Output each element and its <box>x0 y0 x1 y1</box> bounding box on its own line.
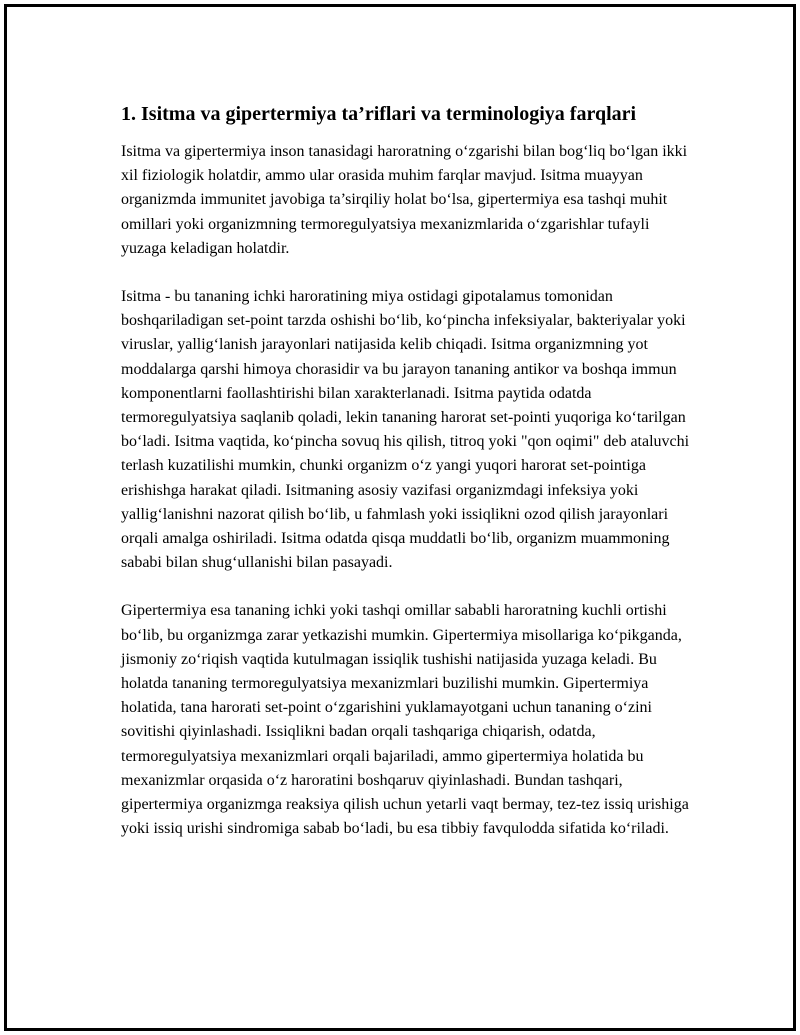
page-frame <box>4 4 796 1031</box>
document-body <box>121 100 693 865</box>
section-title: 1. Isitma va gipertermiya ta’riflari va terminologiya farqlari <box>121 103 637 125</box>
paragraph-intro: Isitma va gipertermiya inson tanasidagi haroratning o‘zgarishi bilan bog‘liq bo‘lgan ikki xil fiziologik holatdir, ammo ular orasida muhim farqlar mavjud. Isitma muayyan organizmda immunitet javobiga ta’sirqiliy holat bo‘lsa, gipertermiya esa tashqi muhit omillari yoki organizmning termoregulyatsiya mexanizmlarida o‘zgarishlar tufayli yuzaga keladigan holatdir. <box>121 143 688 257</box>
paragraph-hyperthermia: Gipertermiya esa tananing ichki yoki tashqi omillar sababli haroratning kuchli ortishi bo‘lib, bu organizmga zarar yetkazishi mumkin. Gipertermiya misollariga ko‘pikganda, jismoniy zo‘riqish vaqtida kutulmagan issiqlik tushishi natijasida yuzaga keladi. Bu holatda tananing termoregulyatsiya mexanizmlari buzilishi mumkin. Gipertermiya holatida, tana harorati set-point o‘zgarishini yuklamayotgani uchun tananing o‘zini sovitishi qiyinlashadi. Issiqlikni badan orqali tashqariga chiqarish, odatda, termoregulyatsiya mexanizmlari orqali bajariladi, ammo gipertermiya holatida bu mexanizmlar orqasida o‘z haroratini boshqaruv qiyinlashadi. Bundan tashqari, gipertermiya organizmga reaksiya qilish uchun yetarli vaqt bermay, tez-tez issiq urishiga yoki issiq urishi sindromiga sabab bo‘ladi, bu esa tibbiy favqulodda sifatida ko‘riladi. <box>121 602 689 838</box>
paragraph-fever: Isitma - bu tananing ichki haroratining miya ostidagi gipotalamus tomonidan boshqariladigan set-point tarzda oshishi bo‘lib, ko‘pincha infeksiyalar, bakteriyalar yoki viruslar, yallig‘lanish jarayonlari natijasida kelib chiqadi. Isitma organizmning yot moddalarga qarshi himoya chorasidir va bu jarayon tananing antikor va boshqa immun komponentlarni faollashtirishi bilan xarakterlanadi. Isitma paytida odatda termoregulyatsiya saqlanib qoladi, lekin tananing harorat set-pointi yuqoriga ko‘tarilgan bo‘ladi. Isitma vaqtida, ko‘pincha sovuq his qilish, titroq yoki "qon oqimi" deb ataluvchi terlash kuzatilishi mumkin, chunki organizm o‘z yangi yuqori harorat set-pointiga erishishga harakat qiladi. Isitmaning asosiy vazifasi organizmdagi infeksiya yoki yallig‘lanishni nazorat qilish bo‘lib, u fahmlash yoki issiqlikni ozod qilish jarayonlari orqali amalga oshiriladi. Isitma odatda qisqa muddatli bo‘lib, organizm muammoning sababi bilan shug‘ullanishi bilan pasayadi. <box>121 288 690 572</box>
